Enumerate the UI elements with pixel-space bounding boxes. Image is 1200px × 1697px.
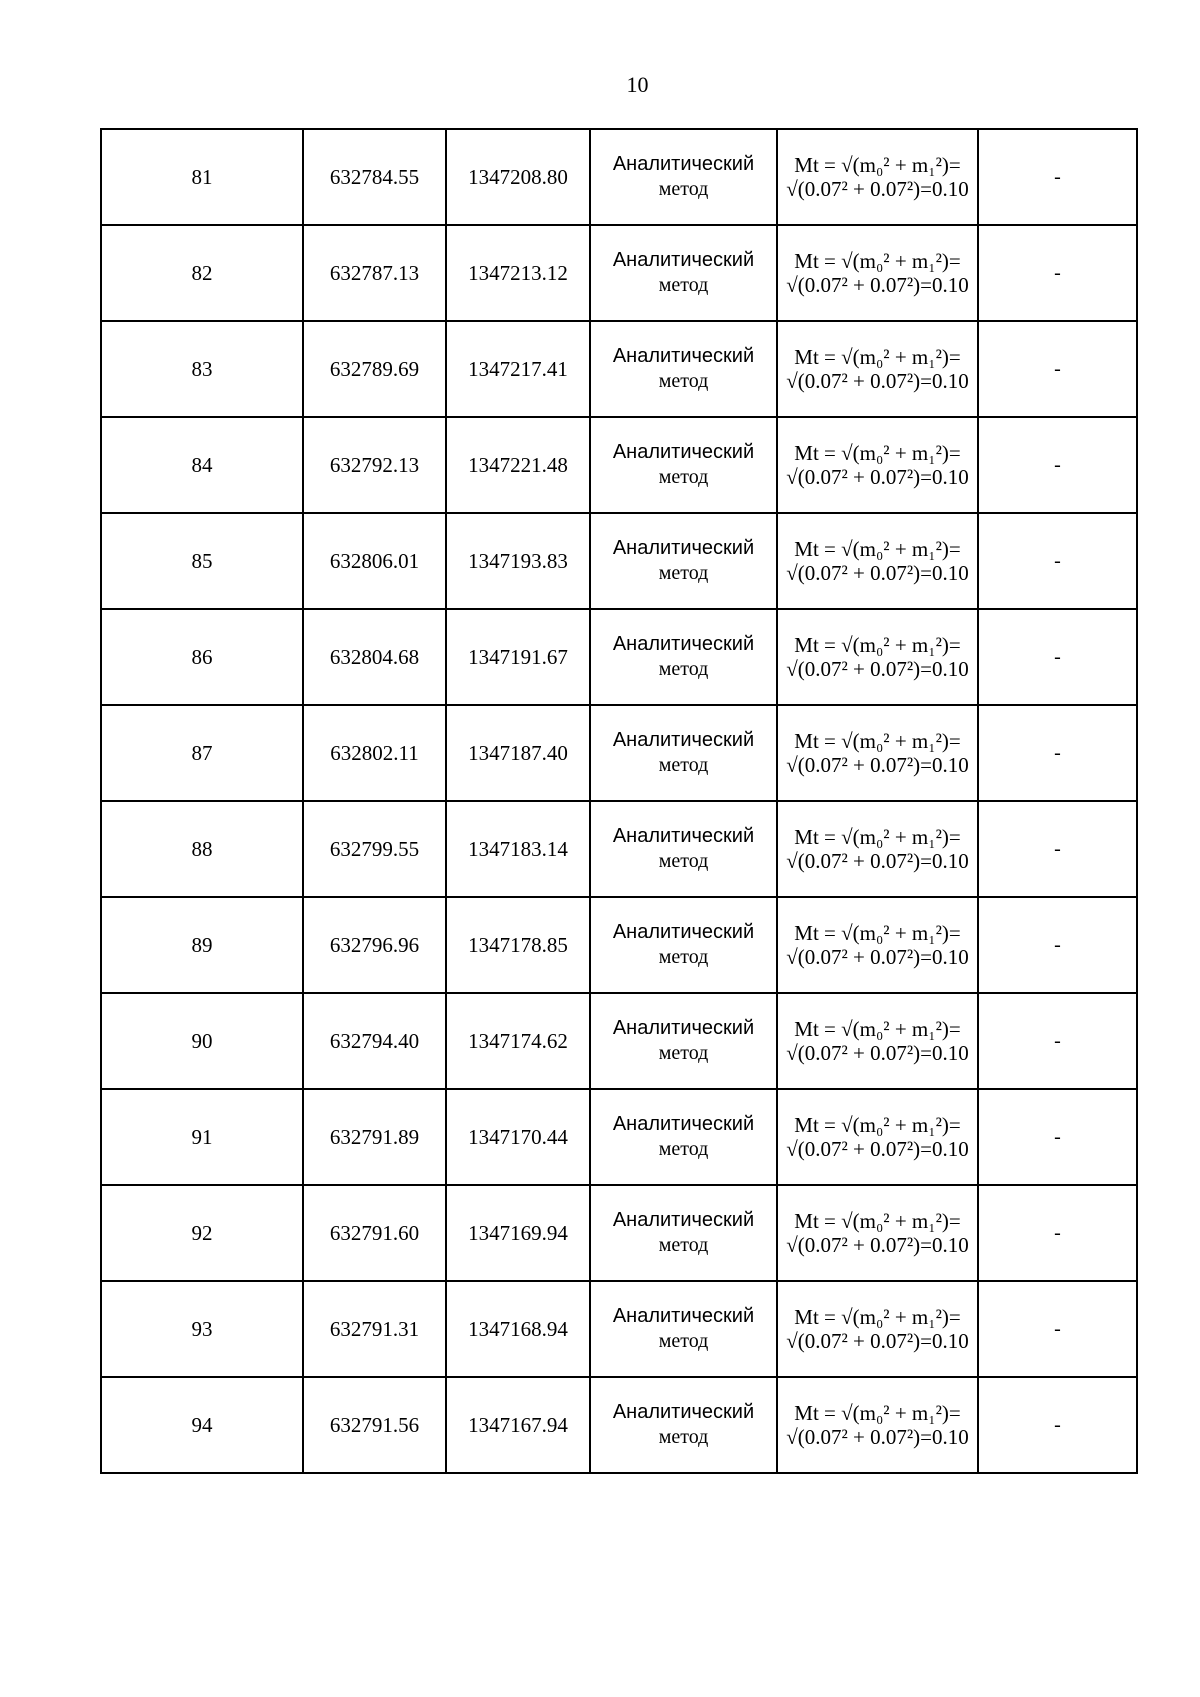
- method-cell: [590, 897, 777, 993]
- formula-line1: Mt = √(m₀² + m₁²)=: [794, 729, 961, 753]
- page-number: 10: [626, 72, 649, 97]
- method-cell: [590, 1377, 777, 1473]
- point-number-cell: 86: [101, 609, 303, 705]
- y-coordinate-cell: 1347169.94: [446, 1185, 590, 1281]
- method-line2: метод: [658, 658, 709, 680]
- formula-line1: Mt = √(m₀² + m₁²)=: [794, 1113, 961, 1137]
- formula-line2: √(0.07² + 0.07²)=0.10: [786, 657, 969, 681]
- accuracy-formula-cell: [777, 609, 978, 705]
- method-cell: [590, 993, 777, 1089]
- method-cell: [590, 129, 777, 225]
- method-line1: Аналитический: [612, 441, 755, 463]
- note-cell: -: [978, 513, 1137, 609]
- method-line2: метод: [658, 1234, 709, 1256]
- x-coordinate-cell: 632791.60: [303, 1185, 446, 1281]
- x-coordinate-cell: 632791.89: [303, 1089, 446, 1185]
- accuracy-formula-cell: [777, 1377, 978, 1473]
- y-coordinate-cell: 1347213.12: [446, 225, 590, 321]
- point-number-cell: 84: [101, 417, 303, 513]
- method-line2: метод: [658, 850, 709, 872]
- method-cell: [590, 609, 777, 705]
- formula-line1: Mt = √(m₀² + m₁²)=: [794, 1305, 961, 1329]
- method-line2: метод: [658, 370, 709, 392]
- point-number-cell: 81: [101, 129, 303, 225]
- method-line2: метод: [658, 1330, 709, 1352]
- y-coordinate-cell: 1347174.62: [446, 993, 590, 1089]
- method-line2: метод: [658, 1042, 709, 1064]
- formula-line1: Mt = √(m₀² + m₁²)=: [794, 1017, 961, 1041]
- note-cell: -: [978, 417, 1137, 513]
- x-coordinate-cell: 632796.96: [303, 897, 446, 993]
- formula-line1: Mt = √(m₀² + m₁²)=: [794, 633, 961, 657]
- formula-line2: √(0.07² + 0.07²)=0.10: [786, 369, 969, 393]
- formula-line2: √(0.07² + 0.07²)=0.10: [786, 465, 969, 489]
- formula-line2: √(0.07² + 0.07²)=0.10: [786, 945, 969, 969]
- method-line2: метод: [658, 1426, 709, 1448]
- table-row: [101, 513, 1137, 609]
- table-row: [101, 609, 1137, 705]
- x-coordinate-cell: 632784.55: [303, 129, 446, 225]
- formula-line2: √(0.07² + 0.07²)=0.10: [786, 753, 969, 777]
- method-line1: Аналитический: [612, 729, 755, 751]
- accuracy-formula-cell: [777, 417, 978, 513]
- formula-line2: √(0.07² + 0.07²)=0.10: [786, 1233, 969, 1257]
- accuracy-formula-cell: [777, 897, 978, 993]
- method-line1: Аналитический: [612, 249, 755, 271]
- y-coordinate-cell: 1347170.44: [446, 1089, 590, 1185]
- table-row: [101, 1281, 1137, 1377]
- accuracy-formula-cell: [777, 1185, 978, 1281]
- formula-line1: Mt = √(m₀² + m₁²)=: [794, 921, 961, 945]
- formula-line2: √(0.07² + 0.07²)=0.10: [786, 1137, 969, 1161]
- table-row: [101, 225, 1137, 321]
- y-coordinate-cell: 1347168.94: [446, 1281, 590, 1377]
- note-cell: -: [978, 1281, 1137, 1377]
- x-coordinate-cell: 632794.40: [303, 993, 446, 1089]
- x-coordinate-cell: 632806.01: [303, 513, 446, 609]
- method-line1: Аналитический: [612, 153, 755, 175]
- point-number-cell: 82: [101, 225, 303, 321]
- point-number-cell: 90: [101, 993, 303, 1089]
- x-coordinate-cell: 632791.31: [303, 1281, 446, 1377]
- method-line1: Аналитический: [612, 537, 755, 559]
- table-row: [101, 897, 1137, 993]
- method-cell: [590, 801, 777, 897]
- point-number-cell: 89: [101, 897, 303, 993]
- table-row: [101, 801, 1137, 897]
- table-row: [101, 1377, 1137, 1473]
- table-row: [101, 129, 1137, 225]
- note-cell: -: [978, 897, 1137, 993]
- formula-line1: Mt = √(m₀² + m₁²)=: [794, 825, 961, 849]
- formula-line2: √(0.07² + 0.07²)=0.10: [786, 1425, 969, 1449]
- point-number-cell: 87: [101, 705, 303, 801]
- table-row: [101, 705, 1137, 801]
- method-line2: метод: [658, 754, 709, 776]
- method-line1: Аналитический: [612, 1113, 755, 1135]
- accuracy-formula-cell: [777, 513, 978, 609]
- y-coordinate-cell: 1347221.48: [446, 417, 590, 513]
- x-coordinate-cell: 632804.68: [303, 609, 446, 705]
- table-row: [101, 417, 1137, 513]
- accuracy-formula-cell: [777, 129, 978, 225]
- method-cell: [590, 417, 777, 513]
- method-cell: [590, 225, 777, 321]
- accuracy-formula-cell: [777, 801, 978, 897]
- table-row: [101, 993, 1137, 1089]
- x-coordinate-cell: 632787.13: [303, 225, 446, 321]
- x-coordinate-cell: 632792.13: [303, 417, 446, 513]
- formula-line2: √(0.07² + 0.07²)=0.10: [786, 849, 969, 873]
- method-cell: [590, 1281, 777, 1377]
- point-number-cell: 91: [101, 1089, 303, 1185]
- method-line1: Аналитический: [612, 825, 755, 847]
- method-line1: Аналитический: [612, 1305, 755, 1327]
- note-cell: -: [978, 1377, 1137, 1473]
- point-number-cell: 85: [101, 513, 303, 609]
- method-line2: метод: [658, 466, 709, 488]
- point-number-cell: 83: [101, 321, 303, 417]
- x-coordinate-cell: 632789.69: [303, 321, 446, 417]
- note-cell: -: [978, 609, 1137, 705]
- note-cell: -: [978, 225, 1137, 321]
- accuracy-formula-cell: [777, 705, 978, 801]
- method-line2: метод: [658, 562, 709, 584]
- y-coordinate-cell: 1347217.41: [446, 321, 590, 417]
- y-coordinate-cell: 1347187.40: [446, 705, 590, 801]
- y-coordinate-cell: 1347167.94: [446, 1377, 590, 1473]
- accuracy-formula-cell: [777, 993, 978, 1089]
- method-line1: Аналитический: [612, 1401, 755, 1423]
- x-coordinate-cell: 632799.55: [303, 801, 446, 897]
- method-cell: [590, 1185, 777, 1281]
- formula-line1: Mt = √(m₀² + m₁²)=: [794, 345, 961, 369]
- formula-line1: Mt = √(m₀² + m₁²)=: [794, 1401, 961, 1425]
- note-cell: -: [978, 129, 1137, 225]
- point-number-cell: 88: [101, 801, 303, 897]
- method-line1: Аналитический: [612, 921, 755, 943]
- formula-line1: Mt = √(m₀² + m₁²)=: [794, 537, 961, 561]
- formula-line2: √(0.07² + 0.07²)=0.10: [786, 273, 969, 297]
- formula-line2: √(0.07² + 0.07²)=0.10: [786, 1041, 969, 1065]
- method-line1: Аналитический: [612, 633, 755, 655]
- formula-line1: Mt = √(m₀² + m₁²)=: [794, 153, 961, 177]
- formula-line2: √(0.07² + 0.07²)=0.10: [786, 1329, 969, 1353]
- table-row: [101, 321, 1137, 417]
- y-coordinate-cell: 1347191.67: [446, 609, 590, 705]
- y-coordinate-cell: 1347183.14: [446, 801, 590, 897]
- method-line2: метод: [658, 1138, 709, 1160]
- method-line2: метод: [658, 274, 709, 296]
- note-cell: -: [978, 1089, 1137, 1185]
- method-line1: Аналитический: [612, 1017, 755, 1039]
- method-line2: метод: [658, 178, 709, 200]
- table-row: [101, 1089, 1137, 1185]
- point-number-cell: 93: [101, 1281, 303, 1377]
- note-cell: -: [978, 321, 1137, 417]
- method-cell: [590, 705, 777, 801]
- formula-line2: √(0.07² + 0.07²)=0.10: [786, 561, 969, 585]
- x-coordinate-cell: 632802.11: [303, 705, 446, 801]
- y-coordinate-cell: 1347178.85: [446, 897, 590, 993]
- accuracy-formula-cell: [777, 225, 978, 321]
- accuracy-formula-cell: [777, 1281, 978, 1377]
- point-number-cell: 92: [101, 1185, 303, 1281]
- note-cell: -: [978, 801, 1137, 897]
- note-cell: -: [978, 705, 1137, 801]
- method-line1: Аналитический: [612, 345, 755, 367]
- note-cell: -: [978, 993, 1137, 1089]
- method-line2: метод: [658, 946, 709, 968]
- coordinates-table: [100, 128, 1138, 1474]
- accuracy-formula-cell: [777, 321, 978, 417]
- y-coordinate-cell: 1347208.80: [446, 129, 590, 225]
- note-cell: -: [978, 1185, 1137, 1281]
- method-cell: [590, 1089, 777, 1185]
- point-number-cell: 94: [101, 1377, 303, 1473]
- method-cell: [590, 321, 777, 417]
- x-coordinate-cell: 632791.56: [303, 1377, 446, 1473]
- formula-line1: Mt = √(m₀² + m₁²)=: [794, 441, 961, 465]
- y-coordinate-cell: 1347193.83: [446, 513, 590, 609]
- table-row: [101, 1185, 1137, 1281]
- coordinates-table-body: [101, 129, 1137, 1473]
- method-line1: Аналитический: [612, 1209, 755, 1231]
- accuracy-formula-cell: [777, 1089, 978, 1185]
- formula-line1: Mt = √(m₀² + m₁²)=: [794, 1209, 961, 1233]
- formula-line1: Mt = √(m₀² + m₁²)=: [794, 249, 961, 273]
- method-cell: [590, 513, 777, 609]
- formula-line2: √(0.07² + 0.07²)=0.10: [786, 177, 969, 201]
